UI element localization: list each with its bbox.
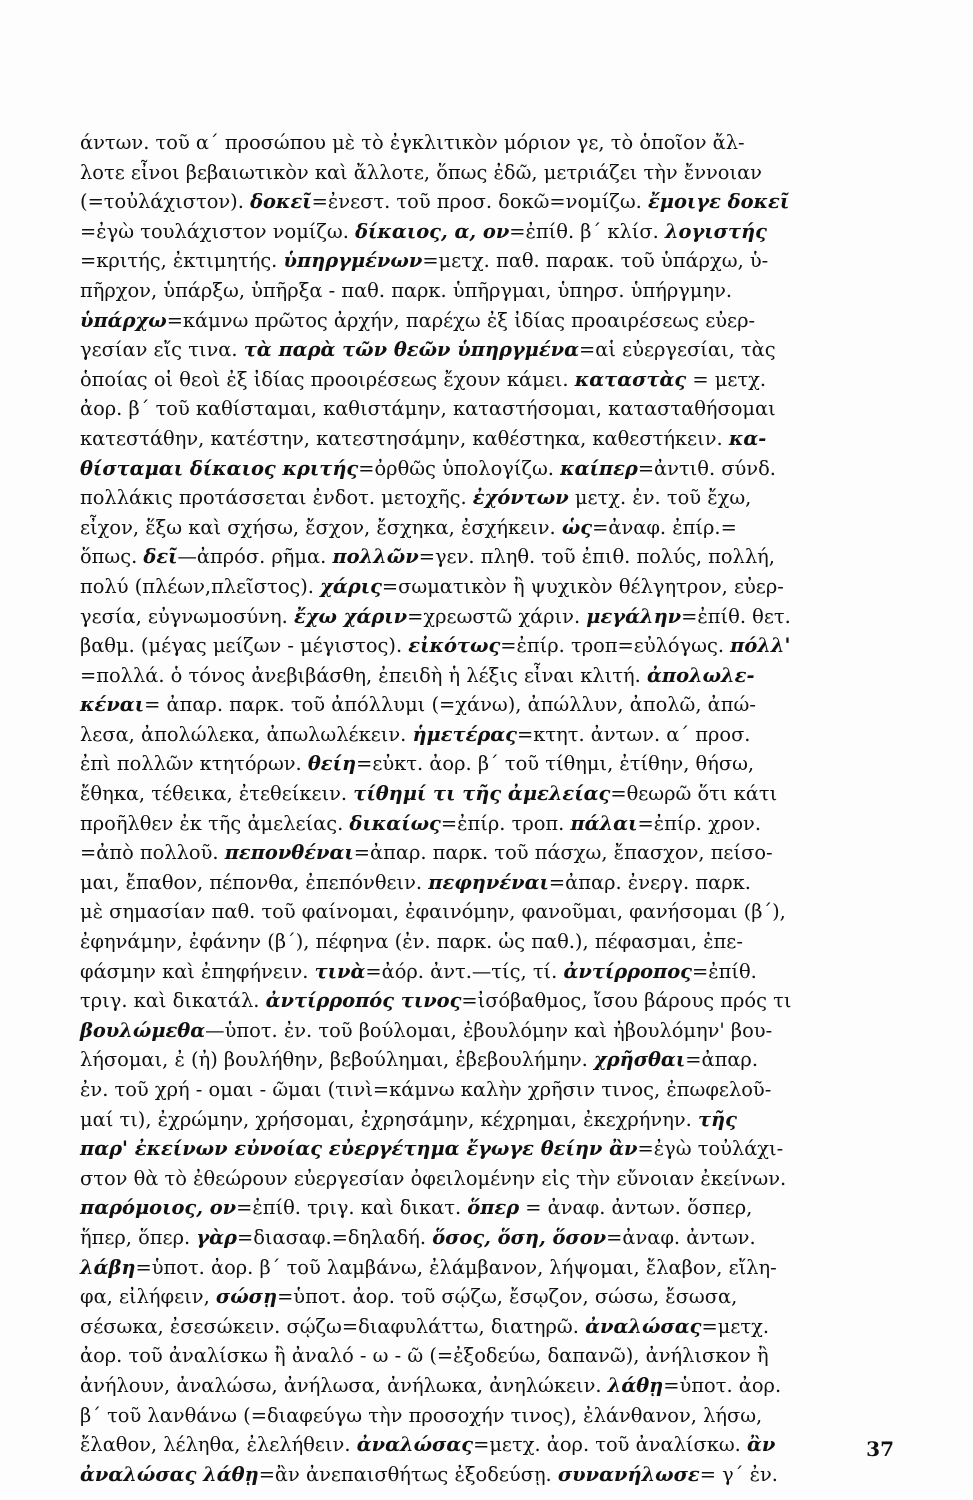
headword: πολλῶν xyxy=(332,545,419,569)
gloss-text: ἔλαθον, λέληθα, ἐλελήθειν. xyxy=(80,1433,357,1457)
headword: συνανήλωσε xyxy=(557,1462,700,1486)
gloss-text: =θεωρῶ ὅτι κάτι xyxy=(610,782,778,806)
text-line xyxy=(80,187,892,217)
headword: σώσῃ xyxy=(215,1285,278,1309)
gloss-text: φα, εἰλήφειν, xyxy=(80,1285,216,1309)
headword: λογιστής xyxy=(664,219,767,243)
gloss-text: =μετχ. παθ. παρακ. τοῦ ὑπάρχω, ὑ- xyxy=(422,249,769,273)
headword: ἡμετέρας xyxy=(412,722,517,746)
text-line xyxy=(80,720,892,750)
text-line xyxy=(80,897,892,927)
gloss-text: =ἀπαρ. ἐνεργ. παρκ. xyxy=(548,870,751,894)
headword: θείη xyxy=(307,752,357,776)
text-line xyxy=(80,809,892,839)
text-line xyxy=(80,217,892,247)
gloss-text: =κάμνω πρῶτος ἀρχήν, παρέχω ἐξ ἰδίας προαιρέσεως εὐερ- xyxy=(166,308,756,332)
gloss-text: πῆρχον, ὑπάρξω, ὑπῆρξα - παθ. παρκ. ὑπῆργμαι, ὑπηρσ. ὑπήργμην. xyxy=(80,278,733,302)
headword: ἀναλώσας xyxy=(356,1433,474,1457)
gloss-text: εἶχον, ἕξω καὶ σχήσω, ἔσχον, ἔσχηκα, ἐσχήκειν. xyxy=(80,515,562,539)
headword: ὅπερ xyxy=(467,1196,520,1220)
gloss-text: λοτε εἶνοι βεβαιωτικὸν καὶ ἄλλοτε, ὅπως ἐδῶ, μετριάζει τὴν ἔννοιαν xyxy=(80,160,762,184)
gloss-text: =ἐγὼ τουλάχιστον νομίζω. xyxy=(80,219,356,243)
headword: τίθημί τι τῆς ἀμελείας xyxy=(353,782,611,806)
gloss-text: =γεν. πληθ. τοῦ ἐπιθ. πολύς, πολλή, xyxy=(418,545,775,569)
headword: ὑπηργμένων xyxy=(283,249,423,273)
headword: δίκαιος, α, ον xyxy=(355,219,510,243)
gloss-text: =ὑποτ. ἀορ. xyxy=(663,1373,782,1397)
headword: πεπονθέναι xyxy=(224,841,354,865)
headword: παρόμοιος, ον xyxy=(80,1196,237,1220)
headword: ἀναλώσας λάθῃ xyxy=(80,1462,259,1486)
gloss-text: βαθμ. (μέγας μείζων - μέγιστος). xyxy=(80,634,409,658)
text-line xyxy=(80,276,892,306)
text-line xyxy=(80,365,892,395)
headword: εἰκότως xyxy=(408,634,501,658)
gloss-text: μαι, ἔπαθον, πέπονθα, ἐπεπόνθειν. xyxy=(80,870,429,894)
gloss-text: γεσίαν εἴς τινα. xyxy=(80,338,244,362)
gloss-text: =ἐγὼ τοὐλάχι- xyxy=(637,1137,784,1161)
gloss-text: λεσα, ἀπολώλεκα, ἀπωλωλέκειν. xyxy=(80,722,413,746)
text-line xyxy=(80,838,892,868)
text-line xyxy=(80,483,892,513)
text-line xyxy=(80,1460,892,1490)
text-line xyxy=(80,513,892,543)
gloss-text: τριγ. καὶ δικατάλ. xyxy=(80,989,266,1013)
gloss-text: =μετχ. xyxy=(701,1314,770,1338)
gloss-text: =ἐπίθ. θετ. xyxy=(681,604,791,628)
text-line xyxy=(80,779,892,809)
headword: χρῆσθαι xyxy=(593,1048,686,1072)
headword: θίσταμαι δίκαιος κριτής xyxy=(80,456,359,480)
gloss-text: ἀνήλουν, ἀναλώσω, ἀνήλωσα, ἀνήλωκα, ἀνηλώκειν. xyxy=(80,1373,608,1397)
headword: καίπερ xyxy=(560,456,638,480)
headword: βουλώμεθα xyxy=(80,1018,206,1042)
gloss-text: = μετχ. xyxy=(686,367,767,391)
gloss-text: β΄ τοῦ λανθάνω (=διαφεύγω τὴν προσοχήν τινος), ἐλάνθανον, λήσω, xyxy=(80,1403,763,1427)
glossary-text xyxy=(80,128,892,1489)
text-line xyxy=(80,1164,892,1194)
gloss-text: =ἀόρ. ἀντ.—τίς, τί. xyxy=(365,959,564,983)
text-line xyxy=(80,1253,892,1283)
headword: τῆς xyxy=(697,1107,737,1131)
text-line xyxy=(80,1312,892,1342)
gloss-text: = γ΄ ἐν. xyxy=(699,1462,778,1486)
gloss-text: ἥπερ, ὅπερ. xyxy=(80,1225,197,1249)
gloss-text: ἔθηκα, τέθεικα, ἐτεθείκειν. xyxy=(80,782,354,806)
gloss-text: γεσία, εὐγνωμοσύνη. xyxy=(80,604,294,628)
gloss-text: =ἐπίθ. β΄ κλίσ. xyxy=(509,219,665,243)
text-line xyxy=(80,690,892,720)
gloss-text: ἀορ. τοῦ ἀναλίσκω ἢ ἀναλό - ω - ῶ (=ἐξοδεύω, δαπανῶ), ἀνήλισκον ἢ xyxy=(80,1344,769,1368)
gloss-text: ἀορ. β΄ τοῦ καθίσταμαι, καθιστάμην, καταστήσομαι, κατασταθήσομαι xyxy=(80,397,776,421)
gloss-text: =αἱ εὐεργεσίαι, τὰς xyxy=(579,338,776,362)
text-line xyxy=(80,927,892,957)
text-line xyxy=(80,661,892,691)
headword: ἔμοιγε δοκεῖ xyxy=(648,190,790,214)
text-line xyxy=(80,957,892,987)
gloss-text: =ἐπίθ. xyxy=(691,959,757,983)
gloss-text: μετχ. ἐν. τοῦ ἔχω, xyxy=(568,486,752,510)
headword: ὡς xyxy=(561,515,593,539)
headword: ἔχω χάριν xyxy=(293,604,408,628)
gloss-text: μὲ σημασίαν παθ. τοῦ φαίνομαι, ἐφαινόμην, φανοῦμαι, φανήσομαι (β΄), xyxy=(80,900,786,924)
text-line xyxy=(80,454,892,484)
gloss-text: =ἐπίρ. τροπ. xyxy=(440,811,571,835)
text-line xyxy=(80,1193,892,1223)
gloss-text: =ὑποτ. ἀορ. τοῦ σῴζω, ἔσῳζον, σώσω, ἔσωσα, xyxy=(277,1285,738,1309)
text-line xyxy=(80,631,892,661)
gloss-text: =κτητ. ἀντων. α΄ προσ. xyxy=(517,722,751,746)
text-line xyxy=(80,1223,892,1253)
headword: ὅσος, ὅση, ὅσον xyxy=(432,1225,607,1249)
gloss-text: στον θὰ τὸ ἐθεώρουν εὐεργεσίαν ὀφειλομένην εἰς τὴν εὔνοιαν ἐκείνων. xyxy=(80,1166,787,1190)
gloss-text: =ἂν ἀνεπαισθήτως ἐξοδεύσῃ. xyxy=(258,1462,558,1486)
headword: καταστὰς xyxy=(574,367,687,391)
gloss-text: =ἀπαρ. xyxy=(685,1048,758,1072)
headword: ὑπάρχω xyxy=(80,308,167,332)
gloss-text: μαί τι), ἐχρώμην, χρήσομαι, ἐχρησάμην, κέχρημαι, ἐκεχρήνην. xyxy=(80,1107,698,1131)
text-line xyxy=(80,246,892,276)
headword: κέναι xyxy=(80,693,145,717)
gloss-text: =ἀντιθ. σύνδ. xyxy=(637,456,776,480)
gloss-text: —ἀπρόσ. ρῆμα. xyxy=(177,545,333,569)
text-line xyxy=(80,1016,892,1046)
headword: ἀντίρροπός τινος xyxy=(265,989,462,1013)
headword: πόλλ' xyxy=(730,634,791,658)
gloss-text: κατεστάθην, κατέστην, κατεστησάμην, καθέστηκα, καθεστήκειν. xyxy=(80,426,729,450)
gloss-text: ἐπὶ πολλῶν κτητόρων. xyxy=(80,752,308,776)
page-number: 37 xyxy=(866,1437,894,1461)
gloss-text: =ὑποτ. ἀορ. β΄ τοῦ λαμβάνω, ἐλάμβανον, λήψομαι, ἔλαβον, εἴλη- xyxy=(135,1255,777,1279)
headword: ἂν xyxy=(747,1433,776,1457)
headword: ἐχόντων xyxy=(472,486,569,510)
gloss-text: λήσομαι, ἐ (ἠ) βουλήθην, βεβούλημαι, ἐβεβουλήμην. xyxy=(80,1048,594,1072)
headword: λάθῃ xyxy=(607,1373,664,1397)
gloss-text: =ἐνεστ. τοῦ προσ. δοκῶ=νομίζω. xyxy=(311,190,648,214)
headword: τινὰ xyxy=(314,959,366,983)
headword: μεγάλην xyxy=(586,604,682,628)
headword: γὰρ xyxy=(196,1225,237,1249)
gloss-text: = ἀναφ. ἀντων. ὅσπερ, xyxy=(519,1196,753,1220)
text-line xyxy=(80,424,892,454)
gloss-text: πολύ (πλέων,πλεῖστος). xyxy=(80,574,321,598)
gloss-text: =διασαφ.=δηλαδή. xyxy=(236,1225,433,1249)
text-line xyxy=(80,306,892,336)
gloss-text: =ἐπίθ. τριγ. καὶ δικατ. xyxy=(236,1196,468,1220)
headword: χάρις xyxy=(320,574,382,598)
gloss-text: =ἀπαρ. παρκ. τοῦ πάσχω, ἔπασχον, πείσο- xyxy=(353,841,773,865)
gloss-text: =σωματικὸν ἢ ψυχικὸν θέλγητρον, εὐερ- xyxy=(381,574,784,598)
text-line xyxy=(80,1341,892,1371)
gloss-text: =ἐπίρ. τροπ=εὐλόγως. xyxy=(500,634,731,658)
gloss-text: =πολλά. ὁ τόνος ἀνεβιβάσθη, ἐπειδὴ ἡ λέξις εἶναι κλιτή. xyxy=(80,663,647,687)
text-line xyxy=(80,572,892,602)
headword: ἀντίρροπος xyxy=(563,959,692,983)
headword: τὰ παρὰ τῶν θεῶν ὑπηργμένα xyxy=(243,338,580,362)
gloss-text: —ὑποτ. ἐν. τοῦ βούλομαι, ἐβουλόμην καὶ ἠβουλόμην' βου- xyxy=(205,1018,773,1042)
gloss-text: ὁποίας οἱ θεοὶ ἐξ ἰδίας προοιρέσεως ἔχουν κάμει. xyxy=(80,367,575,391)
text-line xyxy=(80,986,892,1016)
gloss-text: =ἰσόβαθμος, ἴσου βάρους πρός τι xyxy=(461,989,792,1013)
gloss-text: = ἀπαρ. παρκ. τοῦ ἀπόλλυμι (=χάνω), ἀπώλλυν, ἀπολῶ, ἀπώ- xyxy=(144,693,756,717)
text-line xyxy=(80,1282,892,1312)
text-line xyxy=(80,1371,892,1401)
gloss-text: ἐφηνάμην, ἐφάνην (β΄), πέφηνα (ἐν. παρκ. ὡς παθ.), πέφασμαι, ἐπε- xyxy=(80,930,743,954)
text-line xyxy=(80,1134,892,1164)
text-line xyxy=(80,749,892,779)
text-line xyxy=(80,394,892,424)
gloss-text: (=τοὐλάχιστον). xyxy=(80,190,251,214)
text-line xyxy=(80,1075,892,1105)
gloss-text: =εὐκτ. ἀορ. β΄ τοῦ τίθημι, ἐτίθην, θήσω, xyxy=(356,752,755,776)
headword: δικαίως xyxy=(349,811,441,835)
gloss-text: =μετχ. ἀορ. τοῦ ἀναλίσκω. xyxy=(473,1433,747,1457)
gloss-text: ἐν. τοῦ χρή - ομαι - ῶμαι (τινὶ=κάμνω καλὴν χρῆσιν τινος, ἐπωφελοῦ- xyxy=(80,1078,772,1101)
gloss-text: ὅπως. xyxy=(80,545,144,569)
gloss-text: =κριτής, ἐκτιμητής. xyxy=(80,249,284,273)
headword: παρ' ἐκείνων εὐνοίας εὐεργέτημα ἔγωγε θείην ἂν xyxy=(80,1137,638,1161)
headword: δοκεῖ xyxy=(250,190,312,214)
headword: ἀπολωλε- xyxy=(646,663,755,687)
gloss-text: προῆλθεν ἐκ τῆς ἀμελείας. xyxy=(80,811,350,835)
text-line xyxy=(80,542,892,572)
text-line xyxy=(80,868,892,898)
headword: δεῖ xyxy=(143,545,178,569)
text-line xyxy=(80,602,892,632)
headword: κα- xyxy=(728,426,767,450)
gloss-text: άντων. τοῦ α΄ προσώπου μὲ τὸ ἐγκλιτικὸν μόριον γε, τὸ ὁποῖον ἄλ- xyxy=(80,131,745,154)
text-line xyxy=(80,128,892,158)
headword: λάβη xyxy=(80,1255,136,1279)
gloss-text: =ἀπὸ πολλοῦ. xyxy=(80,841,225,865)
headword: ἀναλώσας xyxy=(585,1314,702,1338)
gloss-text: =ἀναφ. ἐπίρ.= xyxy=(592,515,737,539)
gloss-text: =χρεωστῶ χάριν. xyxy=(407,604,587,628)
text-line xyxy=(80,1430,892,1460)
gloss-text: =ἀναφ. ἀντων. xyxy=(606,1225,756,1249)
text-line xyxy=(80,158,892,188)
text-line xyxy=(80,1105,892,1135)
text-line xyxy=(80,1401,892,1431)
text-line xyxy=(80,1045,892,1075)
gloss-text: σέσωκα, ἐσεσώκειν. σῴζω=διαφυλάττω, διατηρῶ. xyxy=(80,1314,586,1338)
text-line xyxy=(80,335,892,365)
headword: πεφηνέναι xyxy=(428,870,549,894)
gloss-text: =ἐπίρ. χρον. xyxy=(637,811,761,835)
gloss-text: φάσμην καὶ ἐπηφήνειν. xyxy=(80,959,315,983)
gloss-text: πολλάκις προτάσσεται ἐνδοτ. μετοχῆς. xyxy=(80,486,473,510)
gloss-text: =ὀρθῶς ὑπολογίζω. xyxy=(358,456,561,480)
headword: πάλαι xyxy=(570,811,638,835)
